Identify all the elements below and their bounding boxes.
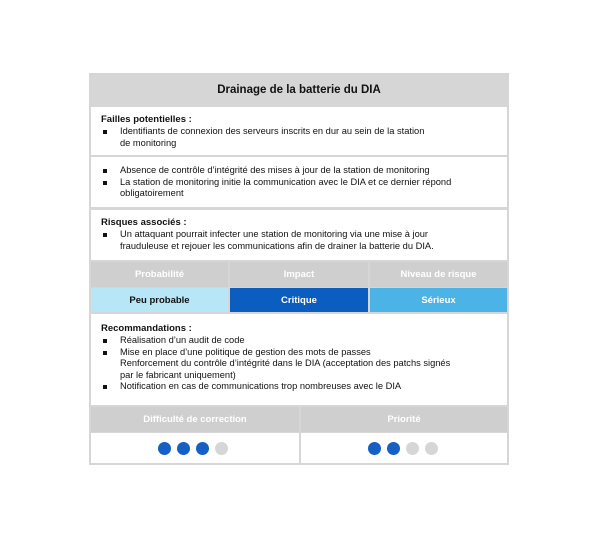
niveau-risque-header: Niveau de risque — [370, 262, 507, 287]
list-item: Un attaquant pourrait infecter une station de monitoring via une mise à jour — [101, 229, 507, 241]
list-item: La station de monitoring initie la communication avec le DIA et ce dernier répond — [101, 177, 507, 189]
impact-value: Critique — [230, 288, 368, 312]
risques-panel — [91, 210, 507, 260]
empty-dot-icon — [215, 442, 228, 455]
list-item: frauduleuse et rejouer les communications afin de drainer la batterie du DIA. — [120, 240, 434, 251]
empty-dot-icon — [406, 442, 419, 455]
difficulte-header: Difficulté de correction — [91, 407, 299, 432]
failles-list-2 — [101, 165, 507, 200]
list-item: Réalisation d’un audit de code — [101, 335, 507, 347]
failles-panel-2 — [91, 157, 507, 207]
list-item: Mise en place d’une politique de gestion des mots de passes — [101, 347, 507, 359]
list-item: obligatoirement — [120, 188, 184, 199]
filled-dot-icon — [387, 442, 400, 455]
vulnerability-card — [89, 73, 509, 465]
failles-panel — [91, 107, 507, 155]
failles-label: Failles potentielles : — [101, 114, 192, 125]
filled-dot-icon — [177, 442, 190, 455]
recommandations-panel — [91, 314, 507, 405]
impact-header: Impact — [230, 262, 368, 287]
niveau-risque-value: Sérieux — [370, 288, 507, 312]
risques-list — [101, 229, 507, 252]
recommandations-label: Recommandations : — [101, 323, 192, 334]
list-item: Absence de contrôle d’intégrité des mises à jour de la station de monitoring — [101, 165, 507, 177]
priorite-rating — [368, 442, 438, 455]
risques-label: Risques associés : — [101, 217, 187, 228]
probabilite-header: Probabilité — [91, 262, 228, 287]
list-item: Renforcement du contrôle d’intégrité dans le DIA (acceptation des patchs signés — [120, 358, 451, 369]
list-item: par le fabricant uniquement) — [120, 369, 236, 380]
list-item: de monitoring — [120, 137, 177, 148]
filled-dot-icon — [368, 442, 381, 455]
card-title: Drainage de la batterie du DIA — [217, 84, 381, 96]
priorite-panel — [301, 433, 507, 463]
difficulte-panel — [91, 433, 299, 463]
priorite-header: Priorité — [301, 407, 507, 432]
filled-dot-icon — [158, 442, 171, 455]
probabilite-value: Peu probable — [91, 288, 228, 312]
empty-dot-icon — [425, 442, 438, 455]
list-item: Notification en cas de communications trop nombreuses avec le DIA — [101, 381, 507, 393]
recommandations-list — [101, 335, 507, 393]
failles-list — [101, 126, 507, 149]
difficulte-rating — [158, 442, 228, 455]
list-item: Identifiants de connexion des serveurs inscrits en dur au sein de la station — [101, 126, 507, 138]
filled-dot-icon — [196, 442, 209, 455]
